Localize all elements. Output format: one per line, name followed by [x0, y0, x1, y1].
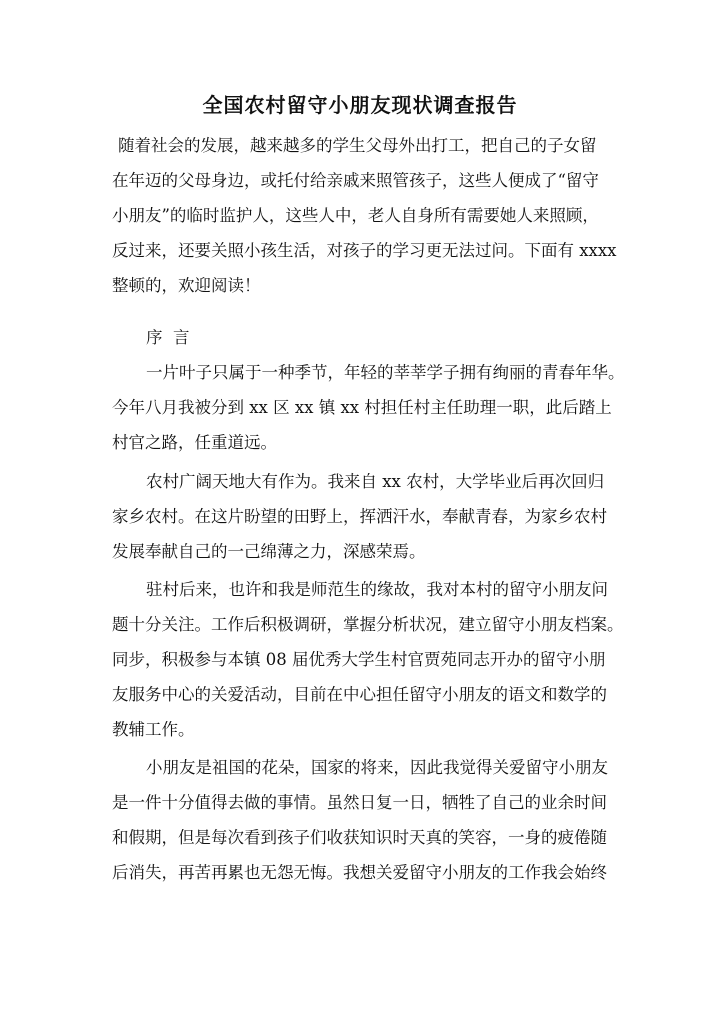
paragraph-line: 驻村后来，也许和我是师范生的缘故，我对本村的留守小朋友问: [146, 580, 608, 599]
paragraph-line: 和假期，但是每次看到孩子们收获知识时天真的笑容，一身的疲倦随: [112, 828, 607, 847]
section-heading-block: [112, 320, 632, 355]
intro-line: 随着社会的发展，越来越多的学生父母外出打工，把自己的子女留: [118, 136, 597, 155]
paragraph-4: [112, 750, 632, 890]
paragraph-line: 是一件十分值得去做的事情。虽然日复一日，牺牲了自己的业余时间: [112, 793, 607, 812]
intro-line: 反过来，还要关照小孩生活，对孩子的学习更无法过问。下面有 xxxx: [112, 241, 617, 260]
intro-paragraph: [112, 128, 632, 303]
intro-line: 整顿的，欢迎阅读！: [112, 276, 261, 295]
paragraph-line: 题十分关注。工作后积极调研，掌握分析状况，建立留守小朋友档案。: [112, 615, 624, 634]
paragraph-line: 今年八月我被分到 xx 区 xx 镇 xx 村担任村主任助理一职，此后踏上: [112, 398, 612, 417]
paragraph-line: 家乡农村。在这片盼望的田野上，挥洒汗水，奉献青春，为家乡农村: [112, 507, 607, 526]
paragraph-line: 发展奉献自己的一己绵薄之力，深感荣焉。: [112, 542, 426, 561]
paragraph-line: 教辅工作。: [112, 720, 195, 739]
paragraph-line: 农村广阔天地大有作为。我来自 xx 农村，大学毕业后再次回归: [146, 472, 605, 491]
document-title: 全国农村留守小朋友现状调查报告: [202, 93, 518, 117]
paragraph-line: 村官之路，任重道远。: [112, 433, 277, 452]
paragraph-line: 一片叶子只属于一种季节，年轻的莘莘学子拥有绚丽的青春年华。: [146, 363, 625, 382]
paragraph-line: 小朋友是祖国的花朵，国家的将来，因此我觉得关爱留守小朋友: [146, 758, 608, 777]
intro-line: 小朋友”的临时监护人，这些人中，老人自身所有需要她人来照顾，: [112, 206, 599, 225]
intro-line: 在年迈的父母身边，或托付给亲戚来照管孩子，这些人便成了“留守: [112, 171, 599, 190]
paragraph-2: [112, 464, 632, 569]
paragraph-line: 友服务中心的关爱活动，目前在中心担任留守小朋友的语文和数学的: [112, 685, 607, 704]
section-heading: 序 言: [146, 328, 190, 347]
paragraph-line: 同步，积极参与本镇 08 届优秀大学生村官贾苑同志开办的留守小朋: [112, 650, 606, 669]
paragraph-line: 后消失，再苦再累也无怨无悔。我想关爱留守小朋友的工作我会始终: [112, 863, 607, 882]
paragraph-3: [112, 572, 632, 747]
paragraph-1: [112, 355, 632, 460]
